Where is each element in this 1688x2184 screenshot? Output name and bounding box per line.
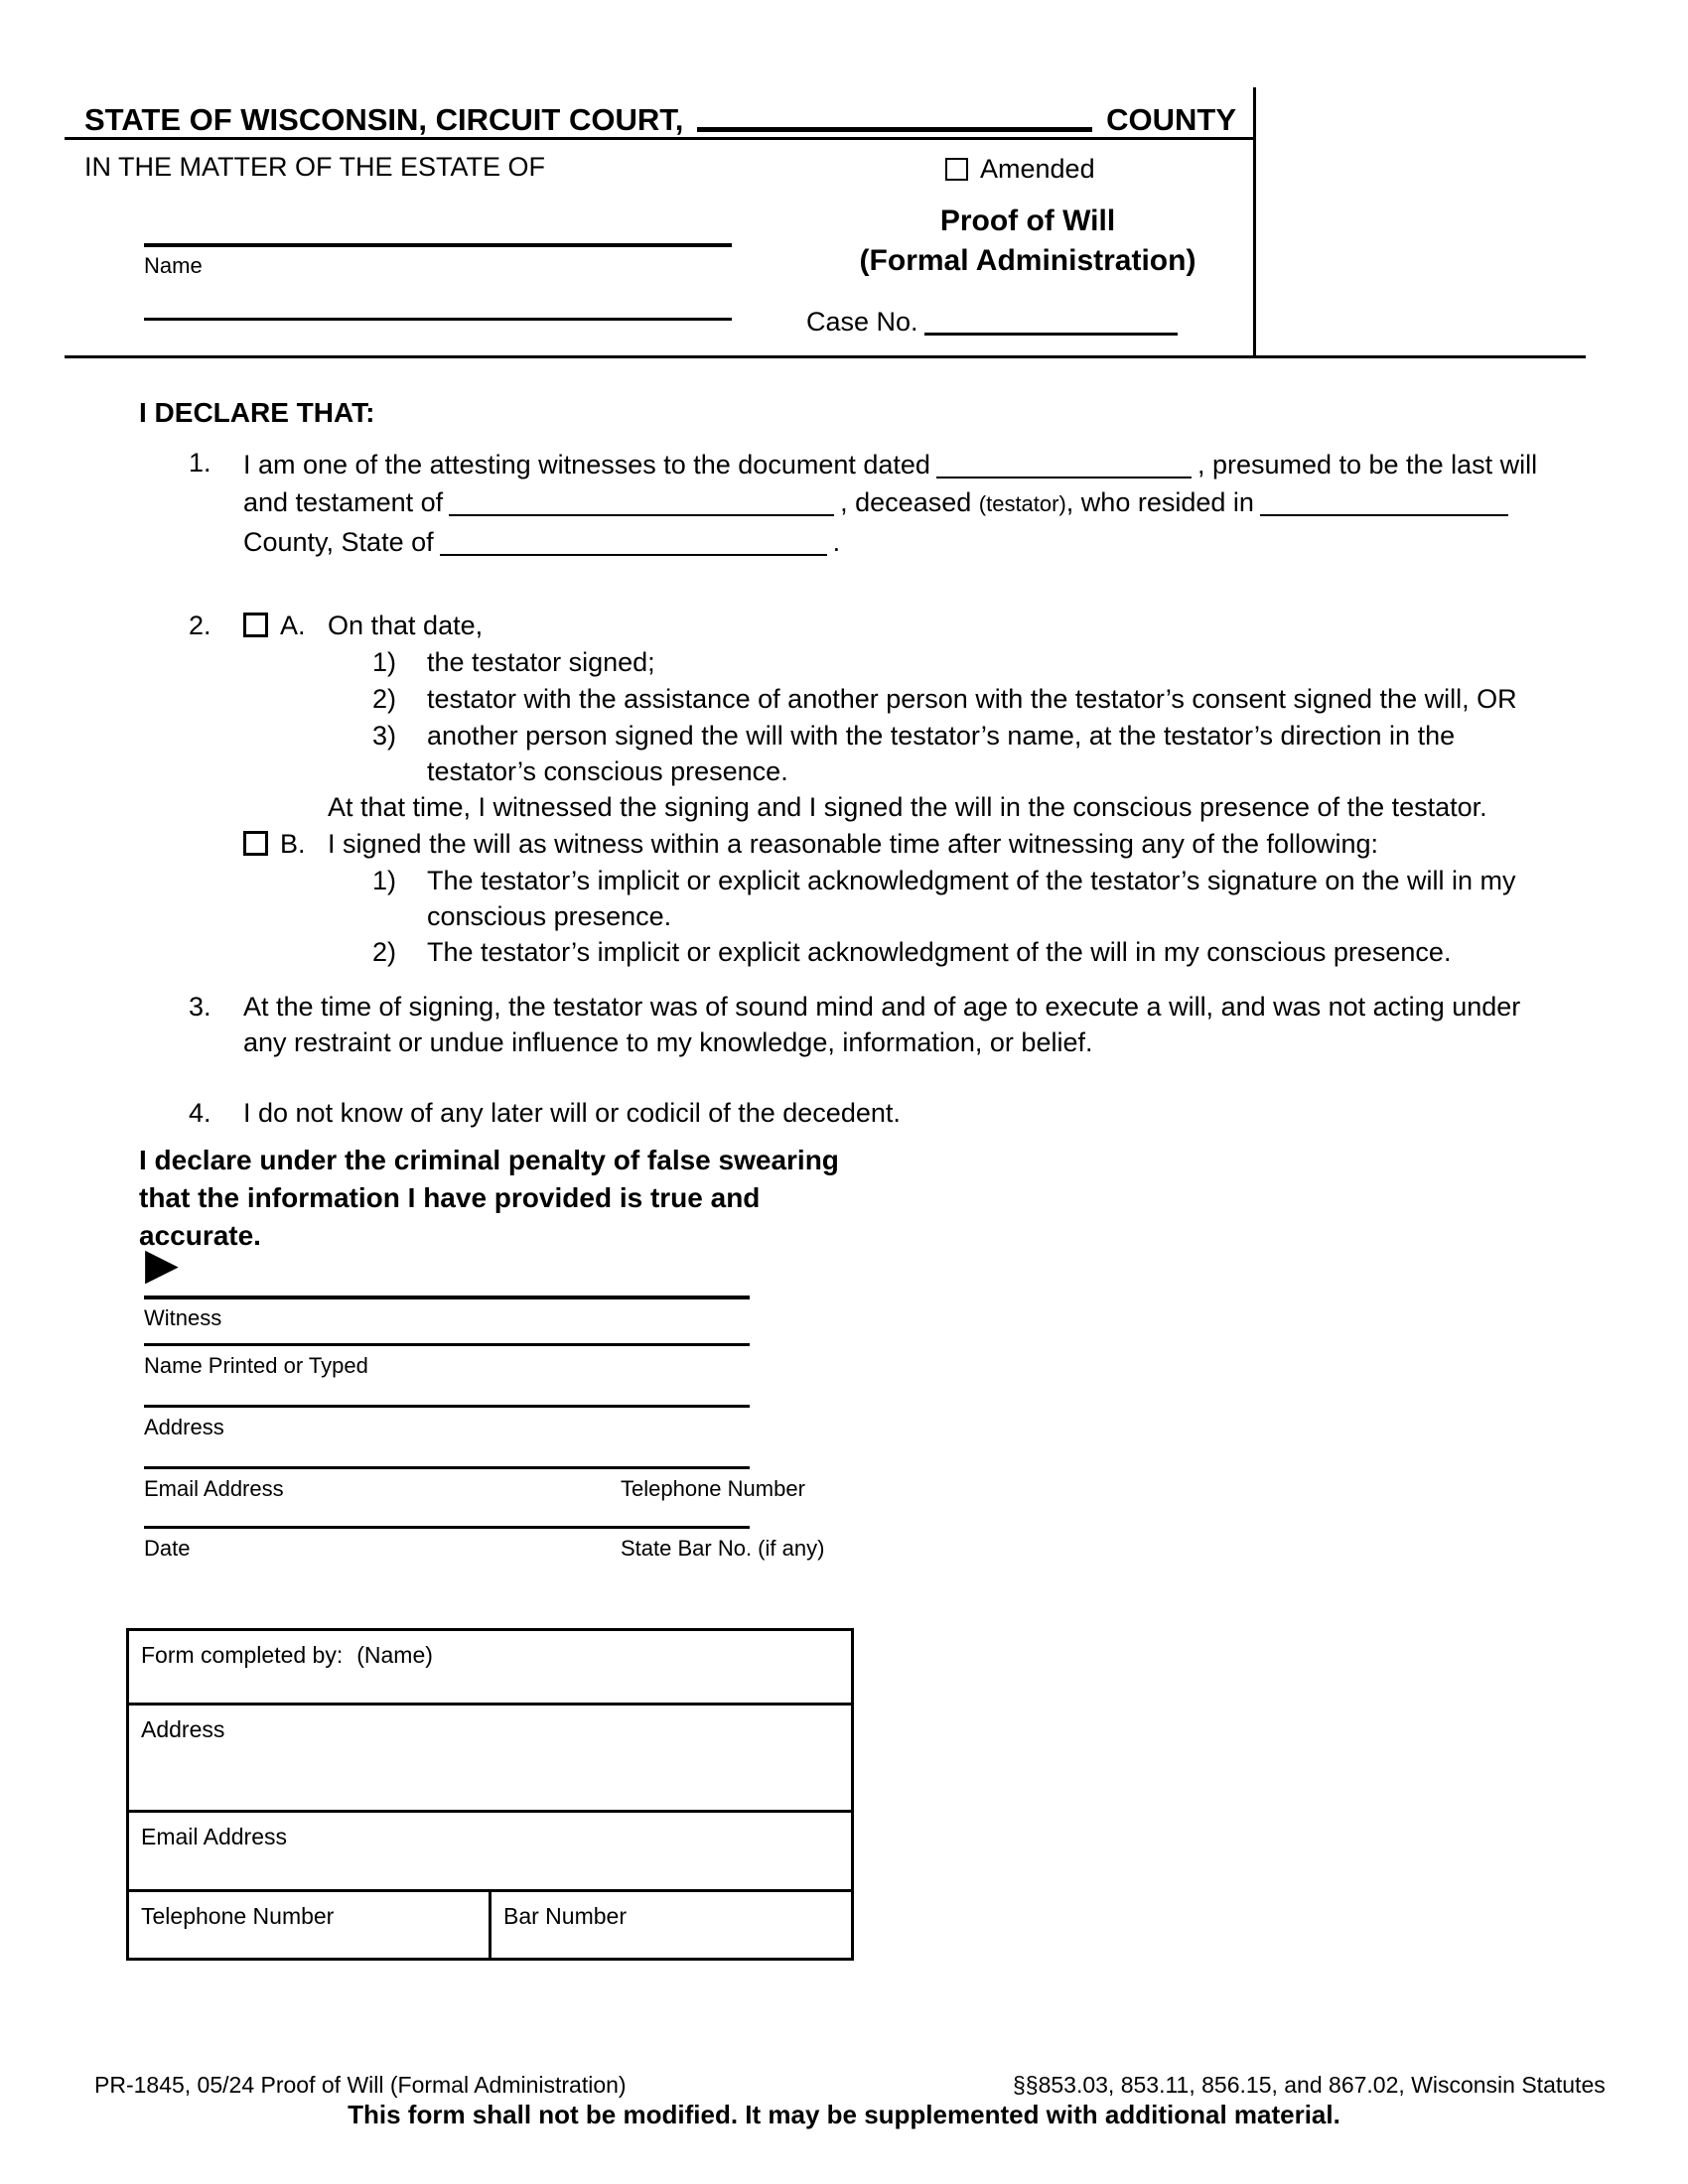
sub-number: 2): [372, 684, 397, 714]
item1-seg: , presumed to be the last will: [1196, 450, 1538, 479]
option-b-letter: B.: [280, 829, 306, 859]
sub-number: 1): [372, 866, 397, 895]
name-caption: Name: [144, 253, 203, 278]
completed-by-bar-label: Bar Number: [503, 1903, 627, 1929]
header-vertical-rule: [1253, 87, 1256, 358]
signature-arrow-icon: ▶: [145, 1240, 179, 1289]
residence-state-blank[interactable]: [440, 527, 827, 556]
residence-county-blank[interactable]: [1260, 487, 1508, 516]
case-no-label: Case No.: [806, 307, 918, 337]
option-a-lead: On that date,: [328, 611, 484, 640]
declare-heading: I DECLARE THAT:: [139, 397, 375, 428]
completed-by-address-cell[interactable]: [129, 1703, 851, 1810]
item3-number: 3.: [189, 992, 211, 1022]
document-date-blank[interactable]: [936, 450, 1192, 478]
sub-number: 1): [372, 647, 397, 677]
county-name-blank[interactable]: [697, 96, 1092, 132]
item1-seg: , deceased: [840, 487, 972, 517]
option-a-followup: At that time, I witnessed the signing and I signed the will in the conscious presence of the testator.: [328, 792, 1487, 822]
option-a-sub1: [189, 644, 1569, 681]
testator-note: (testator): [978, 491, 1066, 516]
item1-seg: .: [832, 527, 841, 557]
date-bar-line[interactable]: [144, 1526, 750, 1529]
completed-by-title: Form completed by:: [141, 1642, 344, 1668]
witness-signature-line[interactable]: [144, 1296, 750, 1299]
item1-seg: and testament of: [243, 487, 444, 517]
sub-text: testator with the assistance of another person with the testator’s consent signed the will, OR: [427, 684, 1517, 714]
sub-text: The testator’s implicit or explicit acknowledgment of the will in my conscious presence.: [427, 937, 1452, 967]
sub-text: the testator signed;: [427, 647, 655, 677]
option-a-row: [189, 608, 1569, 644]
item1-seg: I am one of the attesting witnesses to the document dated: [243, 450, 930, 479]
option-a-sub2: [189, 681, 1569, 718]
completed-by-bar-cell[interactable]: [492, 1892, 851, 1958]
phone-caption: Telephone Number: [621, 1476, 805, 1501]
option-b-sub1: [189, 863, 1569, 934]
estate-name-blank-1[interactable]: [144, 243, 732, 247]
item1-number: 1.: [189, 448, 211, 478]
item1-line2: [243, 482, 1564, 522]
sub-number: 3): [372, 721, 397, 751]
option-a-checkbox[interactable]: [243, 613, 268, 637]
option-a-sub3: [189, 718, 1569, 789]
item1-line1: [243, 445, 1564, 482]
item4-number: 4.: [189, 1098, 211, 1128]
item1-text: [243, 445, 1564, 560]
completed-by-name-cell[interactable]: [129, 1631, 851, 1703]
estate-name-blank-2[interactable]: [144, 318, 732, 321]
amended-checkbox[interactable]: [945, 158, 968, 181]
option-b-row: [189, 826, 1569, 863]
item3-text: At the time of signing, the testator was of sound mind and of age to execute a will, and was not acting under any restraint or undue influence to my knowledge, information, or belief.: [243, 992, 1521, 1057]
declaration-item-2: [189, 608, 1569, 971]
header-divider-line: [65, 137, 1254, 140]
email-phone-line[interactable]: [144, 1466, 750, 1469]
option-b-checkbox[interactable]: [243, 831, 268, 856]
option-a-letter: A.: [280, 611, 306, 640]
declaration-item-4: [189, 1095, 1569, 1131]
completed-by-phone-cell[interactable]: [129, 1892, 492, 1958]
sub-text: The testator’s implicit or explicit acknowledgment of the testator’s signature on the will in my conscious presence.: [427, 866, 1516, 931]
completed-by-title-name: (Name): [356, 1642, 433, 1668]
county-suffix-label: COUNTY: [1106, 102, 1236, 137]
sub-number: 2): [372, 937, 397, 967]
completed-by-address-label: Address: [141, 1716, 225, 1742]
testator-name-blank[interactable]: [449, 487, 834, 516]
amended-label: Amended: [980, 154, 1095, 184]
form-completed-by-box: [126, 1628, 854, 1961]
declaration-item-3: [189, 989, 1569, 1060]
name-printed-line[interactable]: [144, 1343, 750, 1346]
address-caption: Address: [144, 1415, 224, 1439]
amended-option: [945, 151, 1095, 187]
footer-form-id: PR-1845, 05/24 Proof of Will (Formal Administration): [94, 2072, 627, 2098]
court-header-row: [84, 94, 1236, 138]
item2-number: 2.: [189, 611, 211, 640]
completed-by-bottom-row: [129, 1889, 851, 1958]
court-header-label: STATE OF WISCONSIN, CIRCUIT COURT,: [84, 102, 684, 137]
case-no-blank[interactable]: [924, 306, 1178, 336]
case-number-row: [806, 301, 1184, 340]
sub-text: another person signed the will with the testator’s name, at the testator’s direction in the testator’s conscious presence.: [427, 721, 1456, 786]
item1-seg: County, State of: [243, 527, 434, 557]
declaration-item-1: [189, 445, 1569, 560]
completed-by-email-cell[interactable]: [129, 1810, 851, 1889]
address-line[interactable]: [144, 1405, 750, 1408]
matter-of-estate-label: IN THE MATTER OF THE ESTATE OF: [84, 152, 546, 182]
item1-seg: , who resided in: [1065, 487, 1254, 517]
bar-no-caption: State Bar No. (if any): [621, 1536, 825, 1561]
footer-statutes: §§853.03, 853.11, 856.15, and 867.02, Wisconsin Statutes: [1013, 2072, 1606, 2098]
header-bottom-rule: [65, 355, 1586, 358]
completed-by-phone-label: Telephone Number: [141, 1903, 335, 1929]
witness-caption: Witness: [144, 1305, 222, 1330]
form-title-line2: (Formal Administration): [859, 244, 1196, 277]
option-a-followup-row: [189, 789, 1569, 826]
option-b-sub2: [189, 934, 1569, 971]
item4-text: I do not know of any later will or codicil of the decedent.: [243, 1098, 901, 1128]
footer-notice: This form shall not be modified. It may be supplemented with additional material.: [348, 2100, 1340, 2129]
false-swearing-oath: I declare under the criminal penalty of false swearing that the information I have provided is true and accurate.: [139, 1145, 839, 1251]
completed-by-email-label: Email Address: [141, 1824, 288, 1849]
name-printed-caption: Name Printed or Typed: [144, 1353, 368, 1378]
option-b-lead: I signed the will as witness within a reasonable time after witnessing any of the following:: [328, 829, 1379, 859]
date-caption: Date: [144, 1536, 191, 1561]
email-caption: Email Address: [144, 1476, 284, 1501]
item1-line3: [243, 522, 1564, 560]
form-title-line1: Proof of Will: [939, 205, 1116, 237]
